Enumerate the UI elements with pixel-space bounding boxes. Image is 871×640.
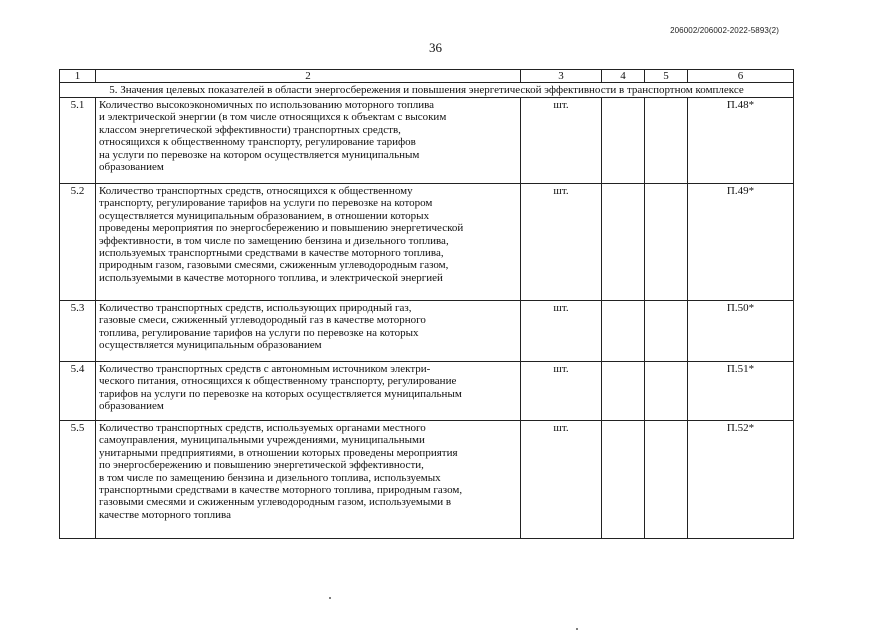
column-header-5: 5 xyxy=(645,70,688,83)
row-number: 5.1 xyxy=(60,98,96,184)
indicator-text: Количество транспортных средств, относящихся к общественному транспорту, регулирование тарифов на услуги по перевозке на котором осуществляется муниципальным образованием, в отношении которых проведены мероприятия по энергосбережению и повышению энергетической эффективности, в том числе по замещению бензина и дизельного топлива, используемых транспортными средствами в качестве моторного топлива, природным газом, газовыми смесями, сжиженным углеводородным газом, используемыми в качестве моторного топлива, и электрической энергией xyxy=(96,184,521,301)
section-title: 5. Значения целевых показателей в области энергосбережения и повышения энергетической эффективности в транспортном комплексе xyxy=(60,83,794,98)
value-cell-4 xyxy=(602,421,645,539)
reference-cell: П.48* xyxy=(688,98,794,184)
column-header-3: 3 xyxy=(521,70,602,83)
unit-cell: шт. xyxy=(521,184,602,301)
indicator-text: Количество высокоэкономичных по использованию моторного топлива и электрической энергии (в том числе относящихся к объектам с высоким классом энергетической эффективности) транспортных средств, относящихся к общественному транспорту, регулирование тарифов на услуги по перевозке на котором осуществляется муниципальным образованием xyxy=(96,98,521,184)
column-header-2: 2 xyxy=(96,70,521,83)
indicator-text: Количество транспортных средств с автономным источником электри- ческого питания, относящихся к общественному транспорту, регулирование тарифов на услуги по перевозке на которых осуществляется муниципальным образованием xyxy=(96,362,521,421)
reference-cell: П.51* xyxy=(688,362,794,421)
scan-speck xyxy=(329,597,331,599)
column-header-4: 4 xyxy=(602,70,645,83)
value-cell-4 xyxy=(602,98,645,184)
unit-cell: шт. xyxy=(521,301,602,362)
row-number: 5.2 xyxy=(60,184,96,301)
table-row xyxy=(60,362,794,421)
row-number: 5.5 xyxy=(60,421,96,539)
indicator-text: Количество транспортных средств, используемых органами местного самоуправления, муниципальными учреждениями, муниципальными унитарными предприятиями, в отношении которых проведены мероприятия по энергосбережению и повышению энергетической эффективности, в том числе по замещению бензина и дизельного топлива, используемых транспортными средствами в качестве моторного топлива, природным газом, газовыми смесями и сжиженным углеводородным газом, используемыми в качестве моторного топлива xyxy=(96,421,521,539)
value-cell-5 xyxy=(645,362,688,421)
unit-cell: шт. xyxy=(521,362,602,421)
document-registration-code: 206002/206002-2022-5893(2) xyxy=(670,26,779,35)
table-row xyxy=(60,421,794,539)
table-row xyxy=(60,184,794,301)
unit-cell: шт. xyxy=(521,421,602,539)
value-cell-5 xyxy=(645,301,688,362)
section-title-row xyxy=(60,83,794,98)
table-row xyxy=(60,98,794,184)
value-cell-4 xyxy=(602,301,645,362)
row-number: 5.3 xyxy=(60,301,96,362)
column-number-row xyxy=(60,70,794,83)
value-cell-5 xyxy=(645,184,688,301)
value-cell-4 xyxy=(602,184,645,301)
reference-cell: П.52* xyxy=(688,421,794,539)
value-cell-5 xyxy=(645,98,688,184)
page-number: 36 xyxy=(429,40,442,55)
value-cell-5 xyxy=(645,421,688,539)
value-cell-4 xyxy=(602,362,645,421)
column-header-6: 6 xyxy=(688,70,794,83)
reference-cell: П.50* xyxy=(688,301,794,362)
indicators-table xyxy=(59,69,794,539)
scan-speck xyxy=(576,628,578,630)
table-row xyxy=(60,301,794,362)
reference-cell: П.49* xyxy=(688,184,794,301)
column-header-1: 1 xyxy=(60,70,96,83)
unit-cell: шт. xyxy=(521,98,602,184)
row-number: 5.4 xyxy=(60,362,96,421)
indicator-text: Количество транспортных средств, использующих природный газ, газовые смеси, сжиженный углеводородный газ в качестве моторного топлива, регулирование тарифов на услуги по перевозке на которых осуществляется муниципальным образованием xyxy=(96,301,521,362)
